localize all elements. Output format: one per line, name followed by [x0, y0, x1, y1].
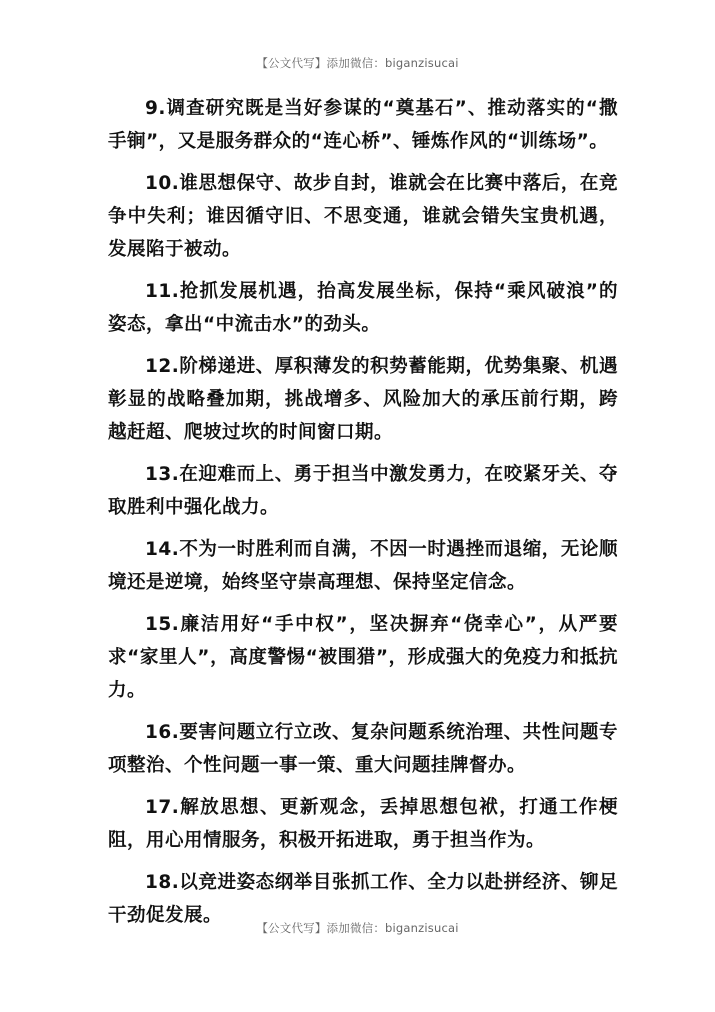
paragraph-9: 9.调查研究既是当好参谋的“奠基石”、推动落实的“撒手锏”，又是服务群众的“连心桥”、锤炼作风的“训练场”。	[108, 98, 618, 152]
paragraph-10: 10.谁思想保守、故步自封，谁就会在比赛中落后，在竞争中失利；谁因循守旧、不思变通，谁就会错失宝贵机遇，发展陷于被动。	[108, 173, 618, 260]
paragraph-18: 18.以竞进姿态纲举目张抓工作、全力以赴拼经济、铆足干劲促发展。	[108, 872, 618, 926]
paragraph-15: 15.廉洁用好“手中权”，坚决摒弃“侥幸心”，从严要求“家里人”，高度警惕“被围猎”，形成强大的免疫力和抵抗力。	[108, 614, 618, 701]
paragraph-13: 13.在迎难而上、勇于担当中激发勇力，在咬紧牙关、夺取胜利中强化战力。	[108, 464, 618, 518]
paragraph-17: 17.解放思想、更新观念，丢掉思想包袱，打通工作梗阻，用心用情服务，积极开拓进取，勇于担当作为。	[108, 797, 618, 851]
page-header-watermark: 【公文代写】添加微信：biganzisucai	[256, 56, 459, 70]
paragraph-14: 14.不为一时胜利而自满，不因一时遇挫而退缩，无论顺境还是逆境，始终坚守崇高理想、保持坚定信念。	[108, 539, 618, 593]
document-body	[108, 92, 618, 941]
paragraph-16: 16.要害问题立行立改、复杂问题系统治理、共性问题专项整治、个性问题一事一策、重大问题挂牌督办。	[108, 722, 618, 776]
paragraph-11: 11.抢抓发展机遇，抬高发展坐标，保持“乘风破浪”的姿态，拿出“中流击水”的劲头。	[108, 281, 618, 335]
paragraph-12: 12.阶梯递进、厚积薄发的积势蓄能期，优势集聚、机遇彰显的战略叠加期，挑战增多、风险加大的承压前行期，跨越赶超、爬坡过坎的时间窗口期。	[108, 356, 618, 443]
page-footer-watermark: 【公文代写】添加微信：biganzisucai	[256, 921, 459, 935]
